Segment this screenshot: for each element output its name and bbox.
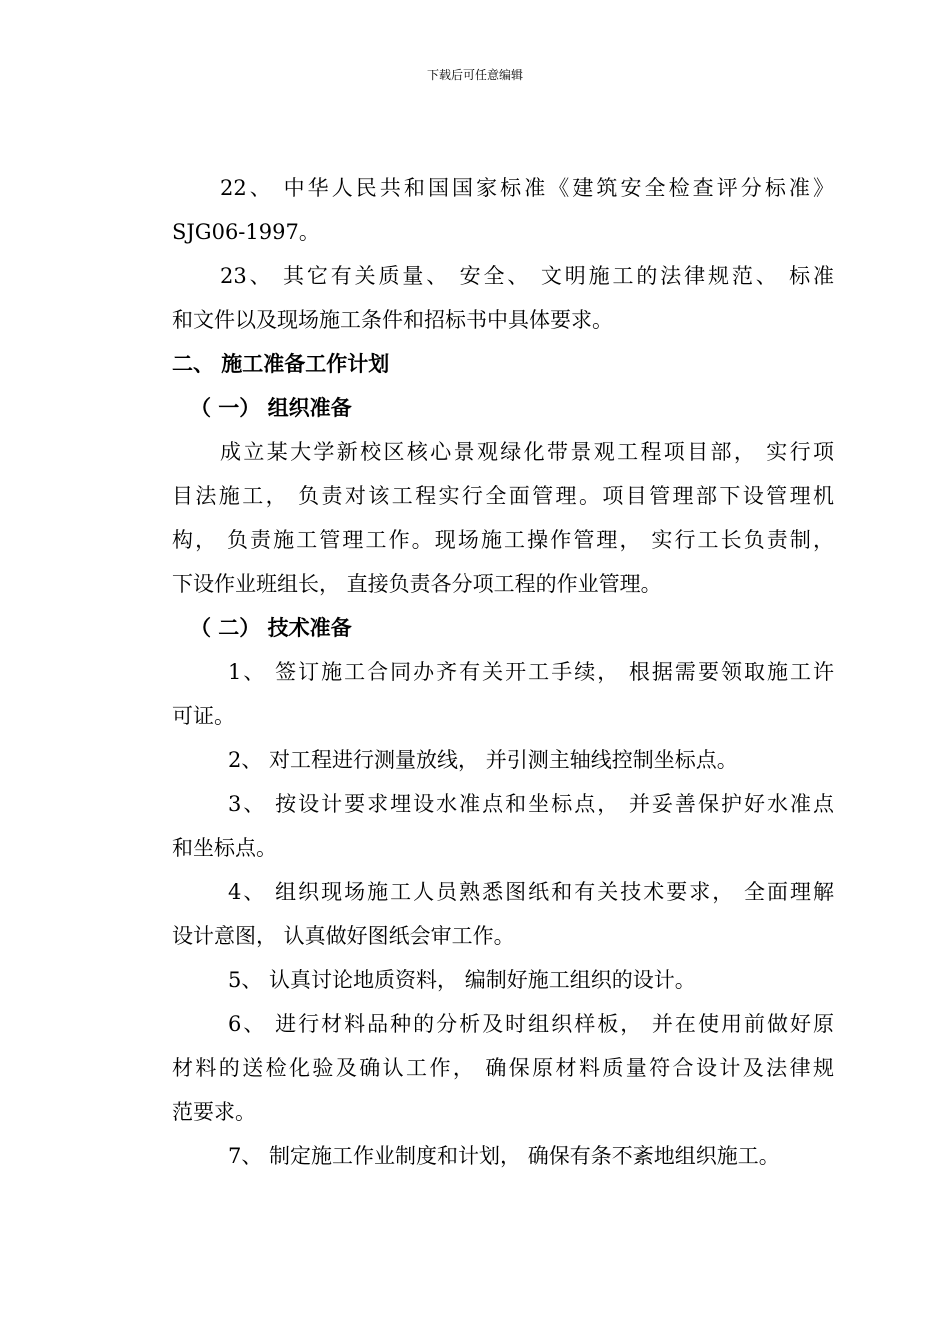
paragraph-line: 成立某大学新校区核心景观绿化带景观工程项目部， 实行项 (220, 440, 834, 464)
subsection-heading: （ 二） 技术准备 (190, 616, 352, 640)
list-item-line: 可证。 (172, 704, 235, 728)
paragraph-line: 23、 其它有关质量、 安全、 文明施工的法律规范、 标准 (220, 264, 834, 288)
document-body (172, 166, 834, 1178)
list-item-line: 3、 按设计要求埋设水准点和坐标点， 并妥善保护好水准点 (228, 792, 834, 816)
paragraph-line: 构， 负责施工管理工作。现场施工操作管理， 实行工长负责制， (172, 528, 834, 552)
paragraph-line: 下设作业班组长， 直接负责各分项工程的作业管理。 (172, 572, 662, 596)
paragraph-line: 目法施工， 负责对该工程实行全面管理。项目管理部下设管理机 (172, 484, 834, 508)
page-header-note: 下载后可任意编辑 (426, 68, 523, 82)
paragraph-line: SJG06-1997。 (172, 220, 320, 244)
list-item-line: 1、 签订施工合同办齐有关开工手续， 根据需要领取施工许 (228, 660, 834, 684)
list-item-line: 7、 制定施工作业制度和计划， 确保有条不紊地组织施工。 (228, 1144, 780, 1168)
list-item-line: 设计意图， 认真做好图纸会审工作。 (172, 924, 515, 948)
paragraph-line: 和文件以及现场施工条件和招标书中具体要求。 (172, 308, 613, 332)
list-item-line: 材料的送检化验及确认工作， 确保原材料质量符合设计及法律规 (172, 1056, 834, 1080)
list-item-line: 2、 对工程进行测量放线， 并引测主轴线控制坐标点。 (228, 748, 738, 772)
list-item-line: 6、 进行材料品种的分析及时组织样板， 并在使用前做好原 (228, 1012, 834, 1036)
subsection-heading: （ 一） 组织准备 (190, 396, 352, 420)
list-item-line: 5、 认真讨论地质资料， 编制好施工组织的设计。 (228, 968, 696, 992)
list-item-line: 4、 组织现场施工人员熟悉图纸和有关技术要求， 全面理解 (228, 880, 834, 904)
list-item-line: 范要求。 (172, 1100, 256, 1124)
section-heading: 二、 施工准备工作计划 (172, 352, 390, 376)
paragraph-line: 22、 中华人民共和国国家标准《建筑安全检查评分标准》 (220, 176, 834, 200)
list-item-line: 和坐标点。 (172, 836, 277, 860)
